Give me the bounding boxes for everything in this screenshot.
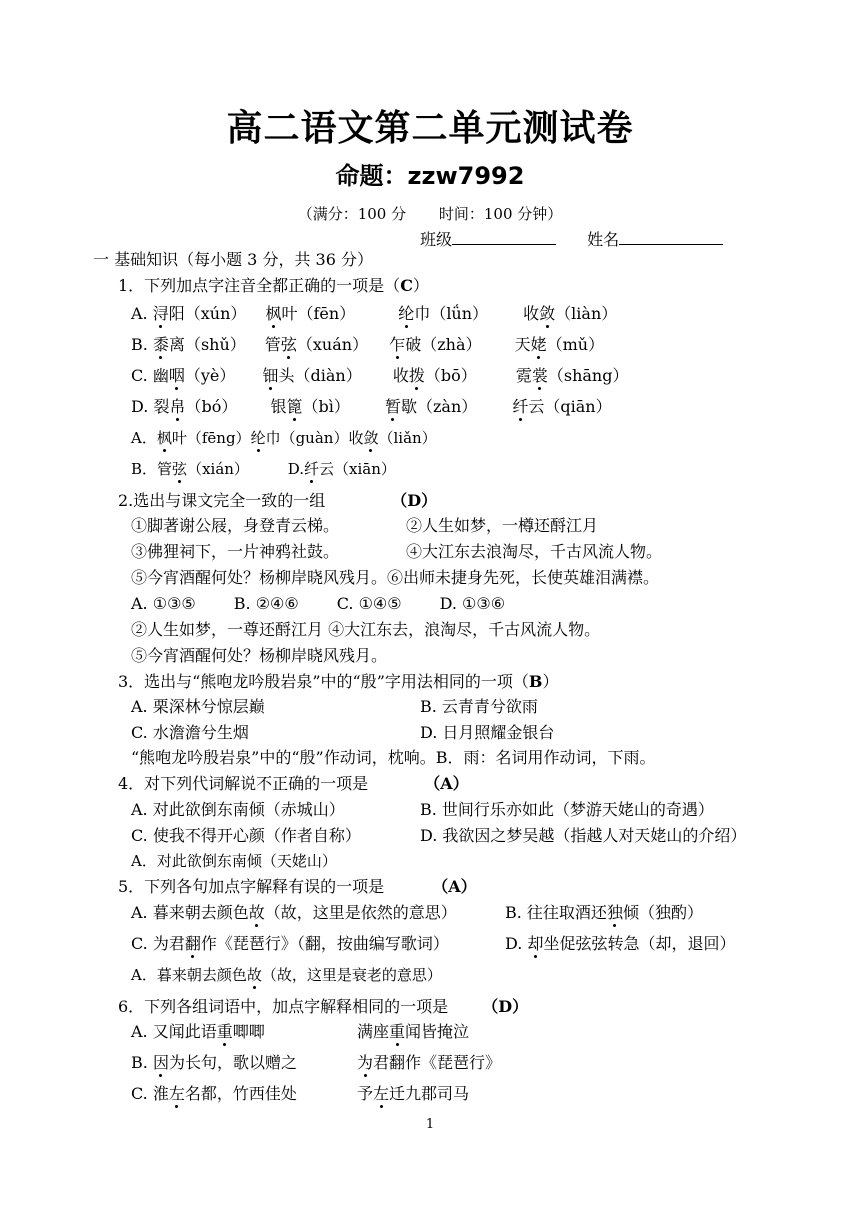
time-limit: 时间：100 分钟） <box>438 205 563 223</box>
q3-answer: B <box>528 672 543 691</box>
q6-option-b-2: 为君翻作《琵琶行》 <box>357 1053 502 1072</box>
q2-line-1: ①脚著谢公屐，身登青云梯。 ②人生如梦，一樽还酹江月 <box>131 516 599 535</box>
q6-option-c-2: 予左迁九郡司马 <box>357 1084 470 1103</box>
q1-option-a: A. 浔阳（xún） 枫叶（fēn） 纶巾（lǘn） 收敛（liàn） <box>131 304 618 323</box>
q3-option-d: D. 日月照耀金银台 <box>420 723 555 742</box>
q1-stem: 1．下列加点字注音全都正确的一项是（C） <box>118 276 429 295</box>
full-score: （满分：100 分 <box>297 205 407 223</box>
q4-note: A．对此欲倒东南倾（天姥山） <box>131 852 337 870</box>
q3-option-b: B. 云青青兮欲雨 <box>420 697 538 716</box>
q2-note-2: ⑤今宵酒醒何处？杨柳岸晓风残月。 <box>131 646 388 665</box>
q3-option-a: A. 栗深林兮惊层巅 <box>131 697 265 716</box>
q2-stem: 2.选出与课文完全一致的一组 （D） <box>118 491 438 510</box>
q5-option-d: D. 却坐促弦弦转急（却，退回） <box>505 934 736 953</box>
q1-note-1: A．枫叶（fēng）纶巾（guàn）收敛（liǎn） <box>131 429 437 447</box>
score-time-line <box>0 203 860 224</box>
q2-note-1: ②人生如梦，一尊还酹江月 ④大江东去，浪淘尽，千古风流人物。 <box>131 620 601 639</box>
q2-answer: （D） <box>391 491 438 510</box>
q3-stem: 3．选出与“熊咆龙吟殷岩泉”中的“殷”字用法相同的一项（B） <box>118 672 559 691</box>
q4-answer: （A） <box>424 774 469 793</box>
q6-answer: （D） <box>482 997 529 1016</box>
q5-option-c: C. 为君翻作《琵琶行》（翻，按曲编写歌词） <box>131 934 449 953</box>
page-number: 1 <box>425 1117 435 1132</box>
q5-stem: 5．下列各句加点字解释有误的一项是 （A） <box>118 877 477 896</box>
q5-option-b: B. 往往取酒还独倾（独酌） <box>505 903 703 922</box>
exam-title: 高二语文第二单元测试卷 <box>226 108 634 149</box>
q4-option-b: B. 世间行乐亦如此（梦游天姥山的奇遇） <box>420 800 714 819</box>
name-label: 姓名 <box>587 230 620 249</box>
q1-answer: C <box>400 276 413 295</box>
q5-note: A．暮来朝去颜色故（故，这里是衰老的意思） <box>131 966 442 984</box>
name-blank <box>619 230 723 245</box>
section-heading: 一 基础知识（每小题 3 分，共 36 分） <box>93 250 373 269</box>
q6-option-a-1: A. 又闻此语重唧唧 <box>131 1022 265 1041</box>
q1-option-d: D. 裂帛（bó） 银篦（bì） 暂歇（zàn） 纤云（qiān） <box>131 397 612 416</box>
q6-stem: 6．下列各组词语中，加点字解释相同的一项是 （D） <box>118 997 529 1016</box>
q3-option-c: C. 水澹澹兮生烟 <box>131 723 249 742</box>
q5-option-a: A. 暮来朝去颜色故（故，这里是依然的意思） <box>131 903 457 922</box>
q4-option-c: C. 使我不得开心颜（作者自称） <box>131 826 361 845</box>
class-name-row <box>420 227 723 250</box>
q4-stem: 4．对下列代词解说不正确的一项是 （A） <box>118 774 469 793</box>
q6-option-a-2: 满座重闻皆掩泣 <box>357 1022 470 1041</box>
q1-option-b: B. 黍离（shǔ） 管弦（xuán） 乍破（zhà） 天姥（mǔ） <box>131 335 605 354</box>
q3-note: “熊咆龙吟殷岩泉”中的“殷”作动词，枕响。B．雨：名词用作动词，下雨。 <box>131 748 656 767</box>
q4-option-d: D. 我欲因之梦吴越（指越人对天姥山的介绍） <box>420 826 747 845</box>
exam-author: 命题：zzw7992 <box>335 162 525 190</box>
q1-note-2: B．管弦（xián） D.纤云（xiān） <box>131 460 396 478</box>
q5-answer: （A） <box>432 877 477 896</box>
q2-line-2: ③佛狸祠下，一片神鸦社鼓。 ④大江东去浪淘尽，千古风流人物。 <box>131 542 663 561</box>
class-blank <box>452 230 556 245</box>
q6-option-c-1: C. 淮左名都，竹西佳处 <box>131 1084 297 1103</box>
q4-option-a: A. 对此欲倒东南倾（赤城山） <box>131 800 345 819</box>
q6-option-b-1: B. 因为长句，歌以赠之 <box>131 1053 297 1072</box>
class-label: 班级 <box>420 230 453 249</box>
q2-line-3: ⑤今宵酒醒何处？杨柳岸晓风残月。⑥出师未捷身先死，长使英雄泪满襟。 <box>131 568 660 587</box>
q2-options: A. ①③⑤ B. ②④⑥ C. ①④⑤ D. ①③⑥ <box>131 594 506 613</box>
q1-option-c: C. 幽咽（yè） 钿头（diàn） 收拨（bō） 霓裳（shāng） <box>131 366 629 385</box>
